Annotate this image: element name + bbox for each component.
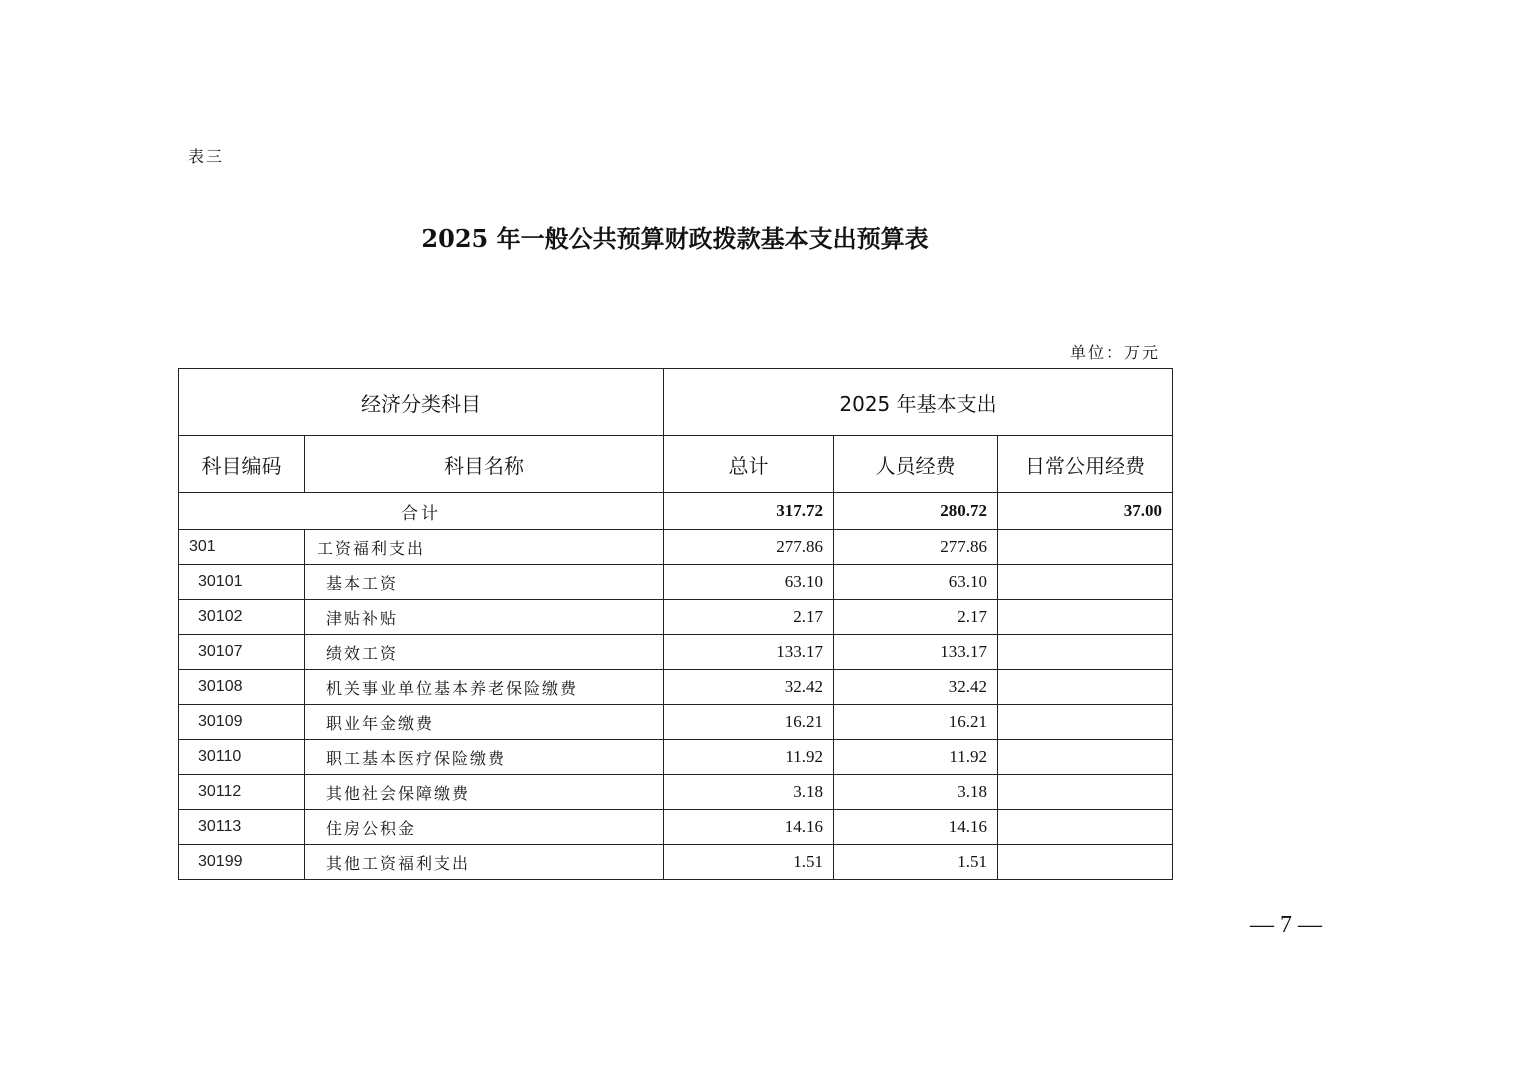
row-public (998, 810, 1173, 845)
table-row (179, 670, 1173, 705)
row-code: 30109 (179, 705, 305, 740)
budget-table (178, 368, 1173, 880)
row-total: 1.51 (664, 845, 834, 880)
row-code: 30113 (179, 810, 305, 845)
row-code: 30112 (179, 775, 305, 810)
table-row (179, 810, 1173, 845)
header-economic-category: 经济分类科目 (179, 369, 664, 436)
row-code: 30108 (179, 670, 305, 705)
table-row (179, 565, 1173, 600)
row-personnel: 11.92 (834, 740, 998, 775)
table-row (179, 775, 1173, 810)
table-row (179, 845, 1173, 880)
row-code: 301 (179, 530, 305, 565)
row-public (998, 705, 1173, 740)
header-code: 科目编码 (179, 436, 305, 493)
row-total: 133.17 (664, 635, 834, 670)
total-row (179, 493, 1173, 530)
row-public (998, 635, 1173, 670)
row-personnel: 133.17 (834, 635, 998, 670)
table-row (179, 530, 1173, 565)
row-name: 工资福利支出 (305, 530, 664, 565)
row-name: 职业年金缴费 (305, 705, 664, 740)
row-total: 16.21 (664, 705, 834, 740)
row-personnel: 32.42 (834, 670, 998, 705)
row-name: 基本工资 (305, 565, 664, 600)
row-public (998, 565, 1173, 600)
row-personnel: 277.86 (834, 530, 998, 565)
row-code: 30101 (179, 565, 305, 600)
row-code: 30199 (179, 845, 305, 880)
row-code: 30102 (179, 600, 305, 635)
row-personnel: 14.16 (834, 810, 998, 845)
row-total: 63.10 (664, 565, 834, 600)
row-public (998, 740, 1173, 775)
row-personnel: 1.51 (834, 845, 998, 880)
row-name: 职工基本医疗保险缴费 (305, 740, 664, 775)
row-total: 2.17 (664, 600, 834, 635)
row-total: 32.42 (664, 670, 834, 705)
page-number: — 7 — (1250, 912, 1322, 938)
table-row (179, 705, 1173, 740)
header-personnel: 人员经费 (834, 436, 998, 493)
row-total: 3.18 (664, 775, 834, 810)
row-name: 其他工资福利支出 (305, 845, 664, 880)
row-public (998, 530, 1173, 565)
header-name: 科目名称 (305, 436, 664, 493)
row-total: 11.92 (664, 740, 834, 775)
total-public: 37.00 (998, 493, 1173, 530)
row-total: 14.16 (664, 810, 834, 845)
row-personnel: 2.17 (834, 600, 998, 635)
total-label: 合计 (179, 493, 664, 530)
row-name: 绩效工资 (305, 635, 664, 670)
row-public (998, 845, 1173, 880)
row-personnel: 63.10 (834, 565, 998, 600)
row-public (998, 670, 1173, 705)
header-total: 总计 (664, 436, 834, 493)
row-total: 277.86 (664, 530, 834, 565)
row-name: 津贴补贴 (305, 600, 664, 635)
row-code: 30110 (179, 740, 305, 775)
table-row (179, 635, 1173, 670)
row-personnel: 3.18 (834, 775, 998, 810)
row-public (998, 775, 1173, 810)
header-column-row (179, 436, 1173, 493)
header-public: 日常公用经费 (998, 436, 1173, 493)
row-personnel: 16.21 (834, 705, 998, 740)
total-personnel: 280.72 (834, 493, 998, 530)
unit-label: 单位：万元 (1070, 343, 1161, 362)
table-label: 表三 (188, 147, 225, 166)
table-row (179, 740, 1173, 775)
row-name: 其他社会保障缴费 (305, 775, 664, 810)
document-title: 2025 年一般公共预算财政拨款基本支出预算表 (421, 224, 929, 253)
row-name: 住房公积金 (305, 810, 664, 845)
row-public (998, 600, 1173, 635)
row-name: 机关事业单位基本养老保险缴费 (305, 670, 664, 705)
table-row (179, 600, 1173, 635)
total-total: 317.72 (664, 493, 834, 530)
header-group-row (179, 369, 1173, 436)
header-basic-expenditure: 2025 年基本支出 (664, 369, 1173, 436)
row-code: 30107 (179, 635, 305, 670)
